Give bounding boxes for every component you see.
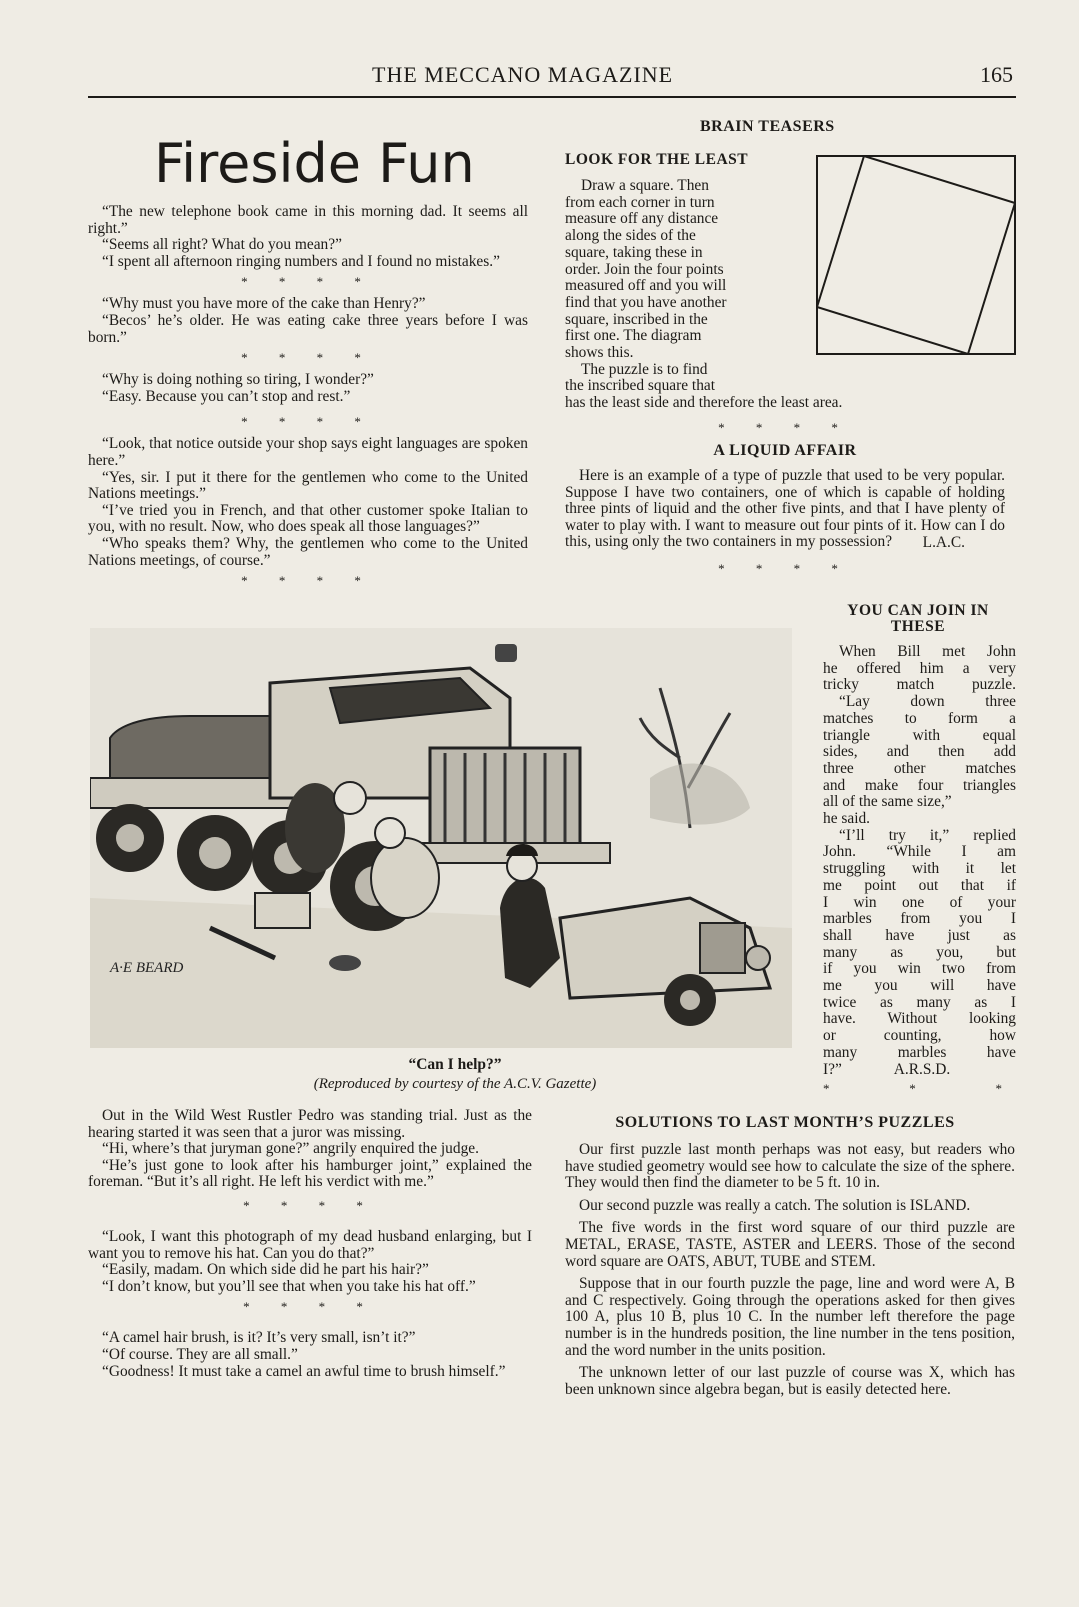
solution-para-2: Our second puzzle was really a catch. The solution is ISLAND.	[579, 1196, 971, 1214]
separator-stars: * * * *	[718, 420, 852, 435]
joke-7-line-1: “A camel hair brush, is it? It’s very small, isn’t it?”	[102, 1329, 416, 1347]
hub	[199, 837, 231, 869]
hub	[116, 824, 144, 852]
mechanic-1-head	[334, 782, 366, 814]
text-line: When Bill met John	[839, 643, 1016, 660]
text-line: have. Without looking	[823, 1010, 1016, 1028]
joke-1-line-1: “The new telephone book came in this morning dad. It seems all right.”	[88, 203, 528, 237]
cartoon-credit: (Reproduced by courtesy of the A.C.V. Gazette)	[313, 1076, 597, 1092]
text-line: matches to form a	[823, 709, 1016, 727]
solution-para-1: Our first puzzle last month perhaps was not easy, but readers who have studied geometry would see how to calculate the size of the sphere. They would then find the diameter to be 5 ft. 10 in.	[565, 1141, 1015, 1192]
fireside-jokes-bottom	[88, 1108, 532, 1380]
text-line: shows this.	[565, 344, 634, 362]
hub	[680, 990, 700, 1010]
joke-1-line-3: “I spent all afternoon ringing numbers and I found no mistakes.”	[102, 252, 500, 270]
text-line: and make four triangles	[823, 776, 1016, 794]
running-header: THE MECCANO MAGAZINE	[372, 62, 674, 87]
separator-stars: * * * *	[241, 414, 375, 430]
text-line: first one. The diagram	[565, 327, 702, 345]
text-line: me point out that if	[823, 876, 1016, 894]
text-line: measure off any distance	[565, 210, 719, 228]
text-line: many marbles have	[823, 1043, 1016, 1061]
liquid-affair-para: Here is an example of a type of puzzle that used to be very popular. Suppose I have two containers, one of which is capable of holding three pints of liquid and the other five pints, and that I have plenty of water to play with. I want to measure out four pints of it. How can I do this, using only the two containers in my possession?	[565, 467, 1005, 551]
text-line: Draw a square. Then	[581, 177, 709, 194]
mechanic-2-head	[375, 818, 405, 848]
separator-stars: * * * *	[241, 274, 375, 290]
brain-teasers-heading: BRAIN TEASERS	[700, 118, 835, 135]
join-in-text	[823, 644, 1016, 1103]
text-line: the inscribed square that	[565, 377, 716, 395]
text-line: tricky match puzzle.	[823, 676, 1016, 694]
text-line: from each corner in turn	[565, 193, 715, 211]
liquid-affair-text	[565, 468, 1005, 552]
joke-2-line-2: “Becos’ he’s older. He was eating cake three years before I was born.”	[88, 311, 528, 346]
text-line: square, taking these in	[565, 243, 703, 261]
text-line: along the sides of the	[565, 227, 696, 245]
inscribed-square-diagram	[816, 155, 1016, 355]
text-line: shall have just as	[823, 926, 1016, 944]
separator-stars: * * * *	[241, 573, 375, 589]
joke-5-line-1: Out in the Wild West Rustler Pedro was standing trial. Just as the hearing started it was seen that a juror was missing.	[88, 1107, 532, 1141]
joke-5-line-2: “Hi, where’s that juryman gone?” angrily enquired the judge.	[102, 1140, 479, 1158]
solution-para-5: The unknown letter of our last puzzle of course was X, which has been unknown since algebra began, but is easily detected here.	[565, 1364, 1015, 1398]
article-title: Fireside Fun	[154, 132, 475, 195]
joke-6-line-3: “I don’t know, but you’ll see that when you take his hat off.”	[102, 1277, 476, 1295]
separator-stars: * * *	[823, 1081, 1016, 1097]
solutions-heading: SOLUTIONS TO LAST MONTH’S PUZZLES	[615, 1114, 955, 1131]
text-line: John. “While I am	[823, 843, 1016, 861]
joke-5-line-3: “He’s just gone to look after his hamburger joint,” explained the foreman. “But it’s all right. He left his verdict with me.”	[88, 1156, 532, 1191]
page-number: 165	[980, 62, 1013, 87]
separator-stars: * * * *	[243, 1197, 377, 1213]
text-line: all of the same size,”	[823, 793, 952, 811]
car-grille	[700, 923, 745, 973]
text-line: find that you have another	[565, 293, 727, 311]
text-line: sides, and then add	[823, 743, 1016, 761]
text-line: measured off and you will	[565, 277, 727, 295]
text-line: square, inscribed in the	[565, 310, 708, 328]
look-for-least-text	[565, 178, 791, 395]
liquid-affair-signature: L.A.C.	[922, 533, 965, 551]
text-line: three other matches	[823, 759, 1016, 777]
artist-signature: A·E BEARD	[110, 960, 184, 976]
text-line: he said.	[823, 810, 871, 828]
text-line: he offered him a very	[823, 659, 1016, 677]
car-headlamp	[746, 946, 770, 970]
text-line: “I’ll try it,” replied	[839, 826, 1016, 844]
tool	[329, 955, 361, 971]
text-line: order. Join the four points	[565, 260, 724, 278]
liquid-affair-block	[565, 416, 1005, 583]
look-for-least-last-line: has the least side and therefore the least area.	[565, 394, 843, 411]
inscribed-square	[817, 156, 1015, 354]
text-line: struggling with it let	[823, 860, 1016, 878]
solutions-text	[565, 1142, 1015, 1398]
joke-7-line-3: “Goodness! It must take a camel an awful time to brush himself.”	[102, 1362, 506, 1380]
joke-4-line-1: “Look, that notice outside your shop says eight languages are spoken here.”	[88, 435, 528, 469]
text-line: many as you, but	[823, 943, 1016, 961]
text-line: or counting, how	[823, 1027, 1016, 1045]
text-line: “Lay down three	[839, 693, 1016, 711]
solution-para-3: The five words in the first word square of our third puzzle are METAL, ERASE, TASTE, ASTER and LEERS. Those of the second word square are OATS, ABUT, TUBE and STEM.	[565, 1219, 1015, 1270]
header-rule	[88, 96, 1016, 98]
look-for-least-heading: LOOK FOR THE LEAST	[565, 151, 749, 168]
text-line	[823, 1062, 1016, 1079]
fireside-jokes-top	[88, 204, 528, 595]
separator-stars: * * * *	[241, 350, 375, 366]
solution-para-4: Suppose that in our fourth puzzle the page, line and word were A, B and C respectively. Going through the operations asked for then gives 100 A, plus 10 B, plus 10 C. In the number left therefore the page number is in the hundreds position, the line number in the tens position, and the word number in the units position.	[565, 1275, 1015, 1359]
join-in-heading: YOU CAN JOIN IN THESE	[847, 602, 989, 635]
text-line: marbles from you I	[823, 910, 1016, 928]
mechanic-2	[371, 838, 439, 918]
liquid-affair-heading: A LIQUID AFFAIR	[713, 442, 857, 459]
text-line: twice as many as I	[823, 993, 1016, 1011]
joke-1-line-2: “Seems all right? What do you mean?”	[102, 236, 342, 254]
separator-stars: * * * *	[243, 1299, 377, 1315]
joke-4-line-4: “Who speaks them? Why, the gentlemen who come to the United Nations meetings, of course.”	[88, 534, 528, 569]
join-in-signature: A.R.S.D.	[893, 1060, 951, 1078]
joke-3-line-1: “Why is doing nothing so tiring, I wonder?”	[102, 371, 374, 389]
joke-4-line-2: “Yes, sir. I put it there for the gentlemen who come to the United Nations meetings.”	[88, 468, 528, 503]
cartoon-illustration	[90, 628, 792, 1048]
joke-2-line-1: “Why must you have more of the cake than Henry?”	[102, 295, 426, 313]
text-line: I?”	[823, 1060, 842, 1078]
cartoon-caption: “Can I help?”	[408, 1056, 502, 1073]
outer-square	[817, 156, 1015, 354]
text-line: triangle with equal	[823, 726, 1016, 744]
joke-4-line-3: “I’ve tried you in French, and that other customer spoke Italian to you, with no result. Now, who does speak all those languages?”	[88, 501, 528, 536]
joke-7-line-2: “Of course. They are all small.”	[102, 1345, 298, 1363]
text-line: me you will have	[823, 977, 1016, 995]
separator-stars: * * * *	[718, 560, 852, 576]
joke-3-line-2: “Easy. Because you can’t stop and rest.”	[102, 387, 351, 405]
joke-6-line-1: “Look, I want this photograph of my dead husband enlarging, but I want you to remove his hat. Can you do that?”	[88, 1227, 532, 1262]
text-line: I win one of your	[823, 893, 1016, 911]
toolbox	[255, 893, 310, 928]
joke-6-line-2: “Easily, madam. On which side did he part his hair?”	[102, 1261, 429, 1279]
roof-lamp	[495, 644, 517, 662]
text-line: if you win two from	[823, 960, 1016, 978]
text-line: The puzzle is to find	[581, 360, 708, 378]
